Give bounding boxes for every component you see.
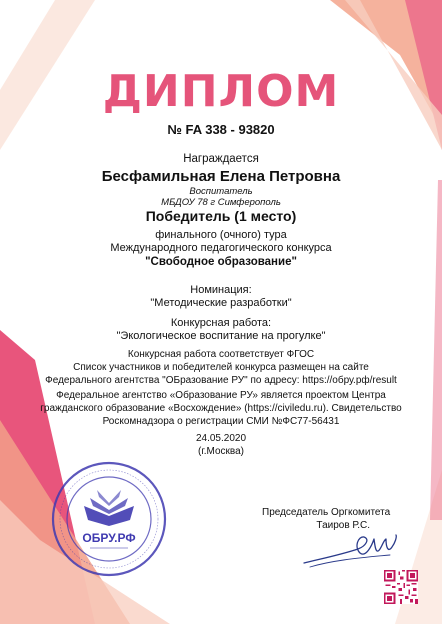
recipient-position: Воспитатель: [189, 186, 253, 197]
info-line-2: гражданского образование «Восхождение» (https://civiledu.ru). Свидетельство: [40, 403, 402, 414]
list-text: Список участников и победителей конкурса размещен на сайте: [73, 362, 369, 373]
work-value: "Экологическое воспитание на прогулке": [116, 330, 326, 342]
chairman-name: Таиров Р.С.: [316, 520, 370, 531]
nomination-value: "Методические разработки": [150, 297, 292, 309]
info-line-3: Роскомнадзора о регистрации СМИ №ФС77-56431: [102, 416, 340, 427]
issue-date: 24.05.2020: [195, 433, 247, 444]
seal-logo-icon: [84, 490, 134, 526]
info-block: [40, 389, 402, 428]
work-label: Конкурсная работа:: [170, 317, 272, 329]
seal-center-label: ОБРУ.РФ: [82, 531, 136, 545]
contest-name: "Свободное образование": [145, 256, 297, 268]
diploma-number: № FA 338 - 93820: [167, 122, 275, 137]
issue-city: (г.Москва): [197, 446, 244, 457]
awarded-label: Награждается: [183, 153, 259, 165]
recipient-name: Бесфамильная Елена Петровна: [101, 168, 341, 185]
chairman-signature: [300, 525, 400, 570]
contest-type: Международного педагогического конкурса: [110, 242, 332, 254]
recipient-organization: МБДОУ 78 г Симферополь: [161, 197, 281, 208]
fgos-block: [40, 348, 402, 387]
fgos-text: Конкурсная работа соответствует ФГОС: [127, 349, 315, 360]
qr-code-icon: [384, 570, 418, 604]
chairman-title: Председатель Оргкомитета: [262, 507, 391, 518]
diploma-title: ДИПЛОМ: [102, 66, 340, 117]
agency-text: Федерального агентства "ОБразование РУ" по адресу: https://обру.рф/result: [45, 375, 397, 386]
tour-text: финального (очного) тура: [155, 229, 287, 241]
info-line-1: Федеральное агентство «Образование РУ» является проектом Центра: [56, 390, 386, 401]
seal-stamp: [50, 460, 168, 578]
nomination-label: Номинация:: [190, 284, 252, 296]
award-place: Победитель (1 место): [145, 208, 297, 224]
